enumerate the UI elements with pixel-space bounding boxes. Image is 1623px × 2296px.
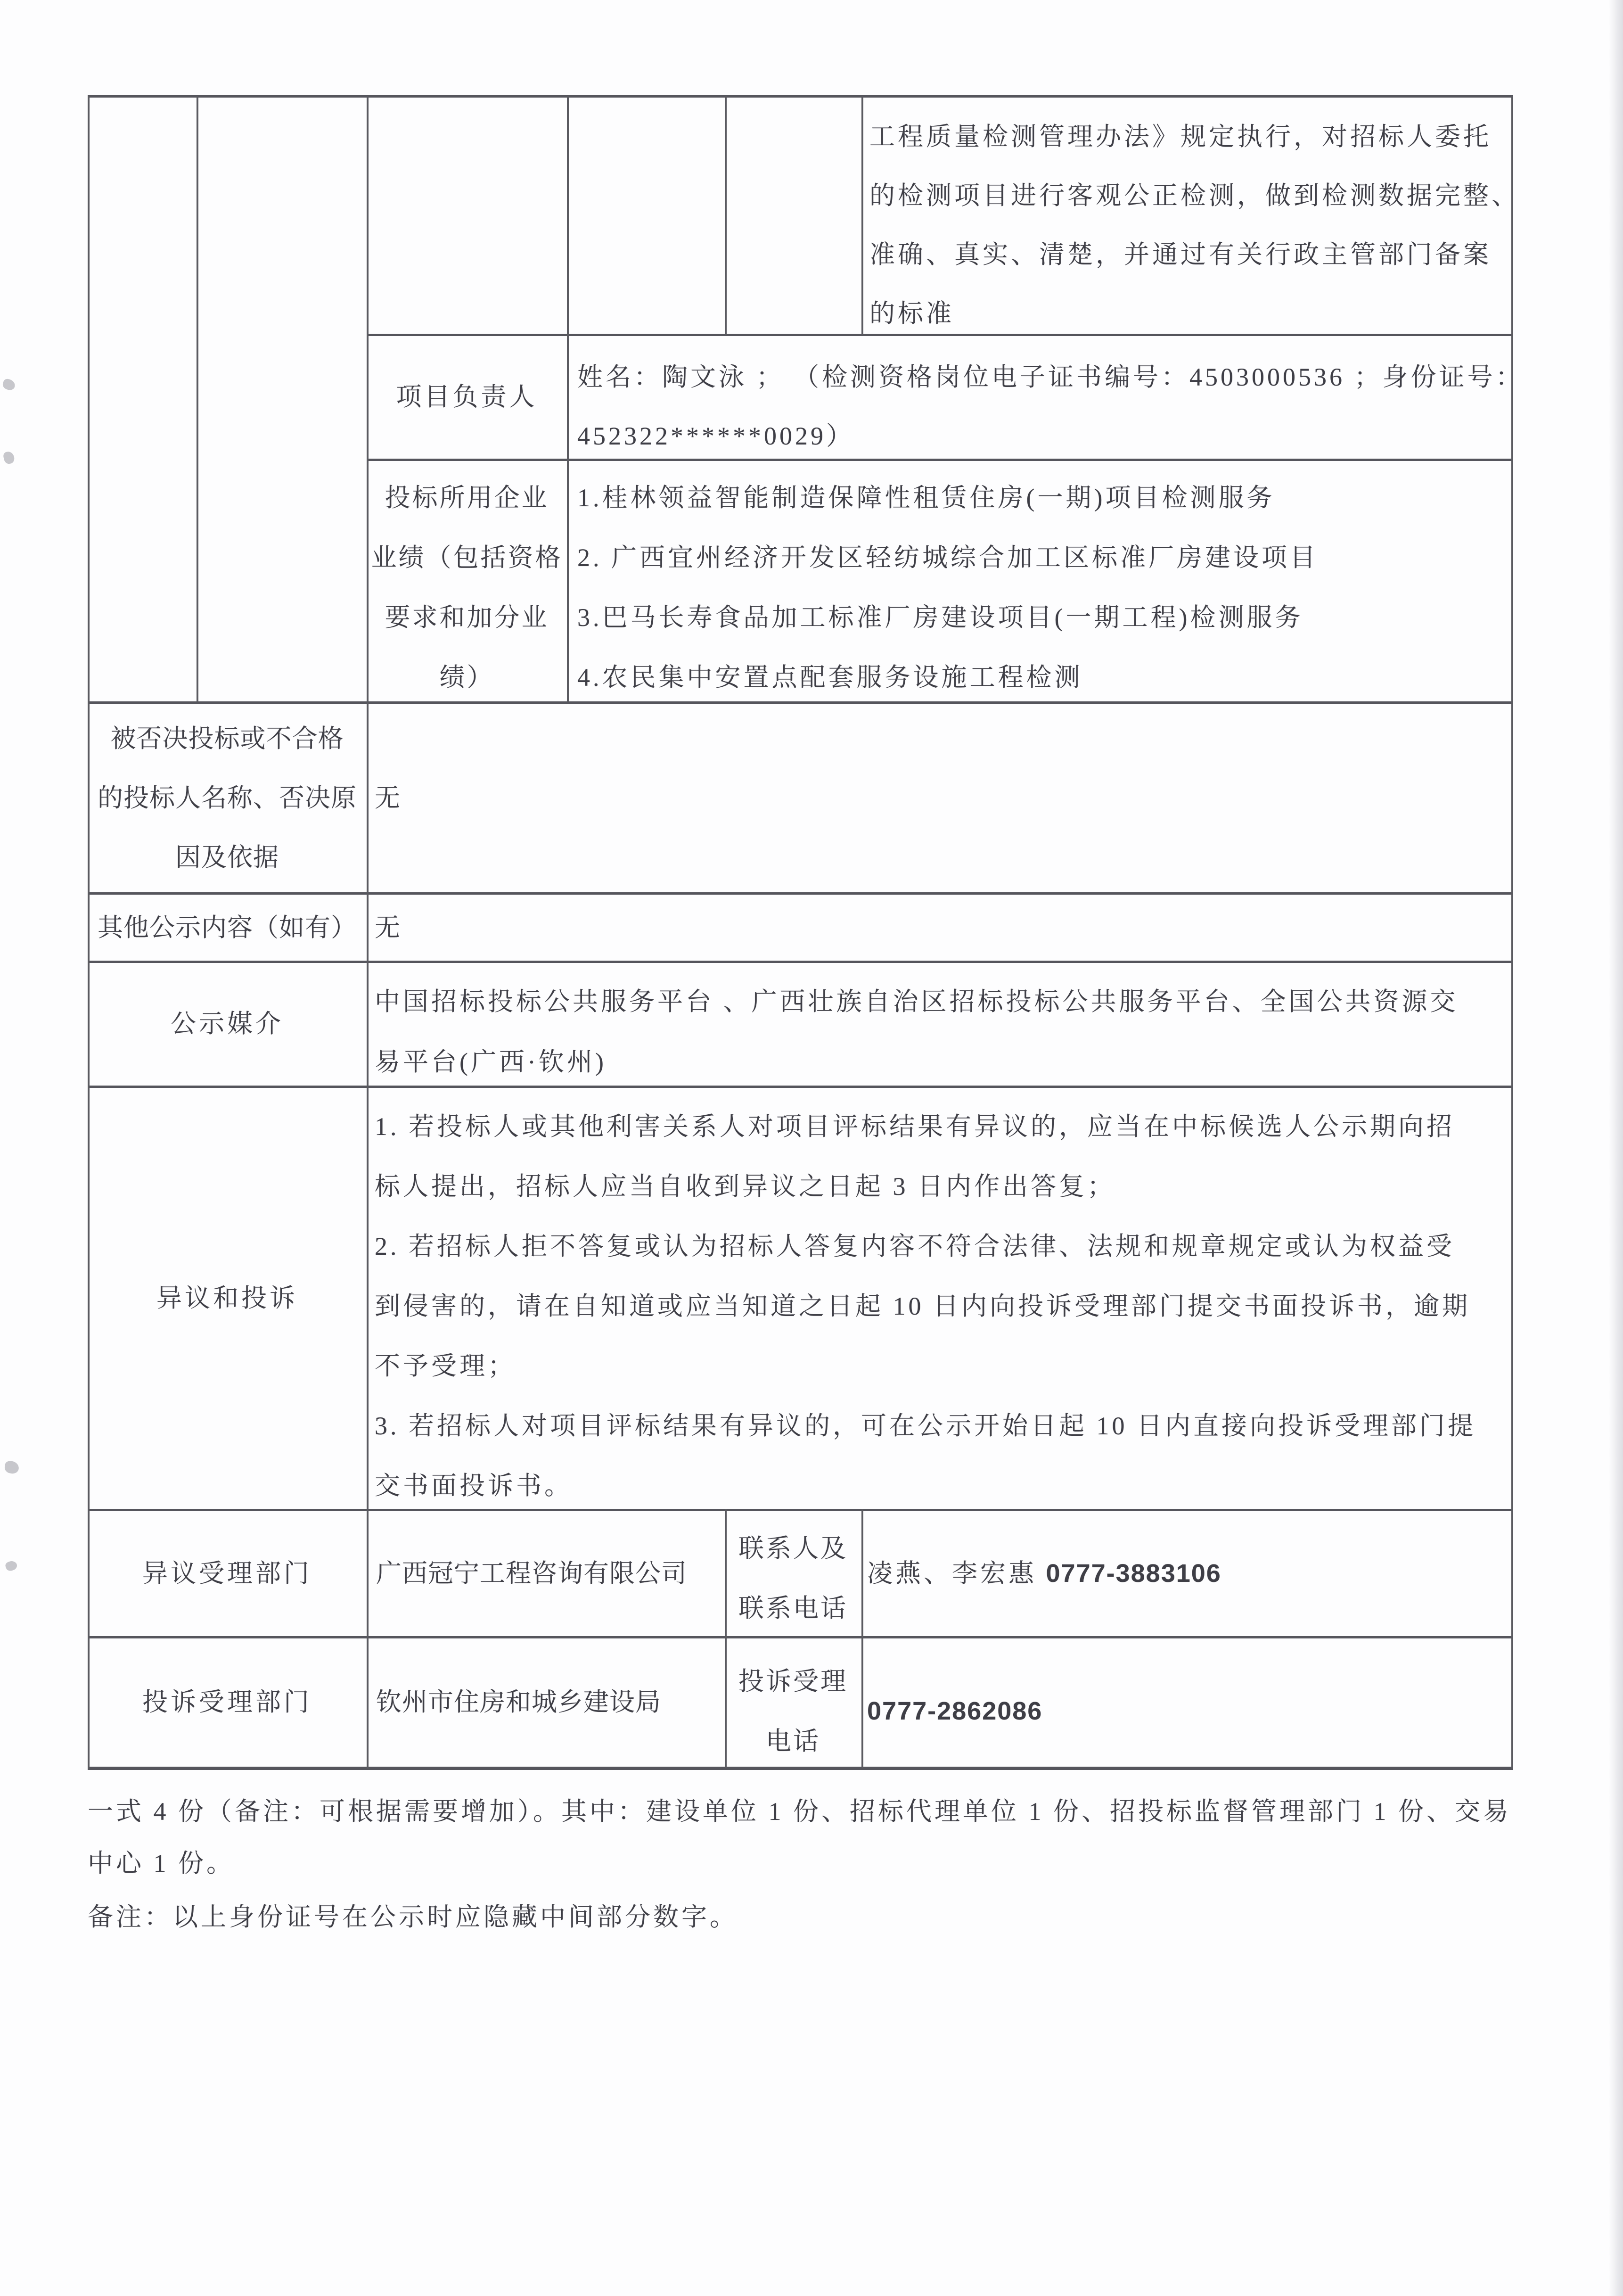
complaint-dept-label: 投诉受理部门 [142, 1688, 312, 1716]
performance-label-line: 绩） [439, 663, 494, 691]
column-line [367, 96, 369, 1769]
rejected-bidders-label-line: 的投标人名称、否决原 [98, 784, 357, 812]
row-separator [88, 1636, 1513, 1638]
performance-label-line: 要求和加分业 [385, 603, 549, 632]
row-separator [88, 961, 1513, 963]
row-separator [367, 334, 1513, 336]
row-separator [88, 1086, 1513, 1088]
complaint-dept-phone: 0777-2862086 [867, 1697, 1043, 1725]
column-line [861, 1509, 863, 1768]
table-border-top [88, 95, 1513, 98]
performance-item: 4.农民集中安置点配套服务设施工程检测 [577, 663, 1083, 691]
spec-text-line: 的标准 [869, 299, 954, 328]
objection-dept-contact-value [867, 1558, 1221, 1588]
scan-artifact [4, 1559, 18, 1572]
performance-label-line: 投标所用企业 [385, 484, 549, 512]
table-border-right [1511, 96, 1513, 1769]
complaint-dept-contact-label-line: 电话 [766, 1727, 820, 1755]
other-content-value: 无 [375, 913, 403, 942]
scan-artifact [3, 451, 16, 465]
spec-text-line: 准确、真实、清楚，并通过有关行政主管部门备案 [869, 240, 1492, 269]
column-line [861, 96, 863, 335]
row-separator [88, 1509, 1513, 1511]
objection-label: 异议和投诉 [156, 1284, 298, 1312]
rejected-bidders-value: 无 [375, 784, 403, 812]
column-line [567, 96, 569, 702]
objection-dept-contact-label-line: 联系人及 [738, 1534, 848, 1563]
page-scan-edge [1609, 0, 1623, 2296]
footer-remark: 备注：以上身份证号在公示时应隐藏中间部分数字。 [88, 1903, 738, 1931]
other-content-label: 其他公示内容（如有） [98, 913, 357, 942]
rejected-bidders-label-line: 因及依据 [175, 843, 279, 872]
media-label: 公示媒介 [171, 1010, 284, 1038]
table-border-bottom [88, 1767, 1513, 1770]
objection-dept-label: 异议受理部门 [142, 1559, 312, 1588]
copies-note-line: 一式 4 份（备注：可根据需要增加）。其中：建设单位 1 份、招标代理单位 1 份、招投标监督管理部门 1 份、交易 [88, 1797, 1511, 1826]
performance-item: 3.巴马长寿食品加工标准厂房建设项目(一期工程)检测服务 [577, 603, 1303, 632]
media-line: 易平台(广西·钦州) [375, 1048, 607, 1076]
row-separator [88, 892, 1513, 895]
complaint-dept-org: 钦州市住房和城乡建设局 [376, 1688, 661, 1716]
objection-line: 1. 若投标人或其他利害关系人对项目评标结果有异议的，应当在中标候选人公示期向招 [375, 1112, 1455, 1141]
project-leader-info-line: 452322******0029） [577, 422, 854, 450]
contact-names: 凌燕、李宏惠 [867, 1559, 1046, 1588]
rejected-bidders-label-line: 被否决投标或不合格 [110, 724, 344, 753]
project-leader-label: 项目负责人 [396, 383, 538, 411]
objection-dept-contact-label-line: 联系电话 [738, 1594, 848, 1622]
objection-line: 2. 若招标人拒不答复或认为招标人答复内容不符合法律、法规和规章规定或认为权益受 [375, 1232, 1455, 1260]
column-line [197, 96, 198, 702]
objection-line: 不予受理； [375, 1352, 516, 1380]
objection-line: 标人提出，招标人应当自收到异议之日起 3 日内作出答复； [375, 1172, 1115, 1201]
project-leader-info-line: 姓名：陶文泳 ； （检测资格岗位电子证书编号：4503000536 ；身份证号： [577, 363, 1524, 391]
complaint-dept-contact-label-line: 投诉受理 [738, 1667, 848, 1695]
performance-label-line: 业绩（包括资格 [371, 543, 563, 572]
performance-item: 2. 广西宜州经济开发区轻纺城综合加工区标准厂房建设项目 [577, 543, 1318, 572]
copies-note-line: 中心 1 份。 [88, 1849, 235, 1877]
spec-text-line: 工程质量检测管理办法》规定执行，对招标人委托 [869, 123, 1492, 151]
row-separator [88, 701, 1513, 704]
performance-item: 1.桂林领益智能制造保障性租赁住房(一期)项目检测服务 [577, 484, 1275, 512]
row-separator [367, 459, 1513, 461]
media-line: 中国招标投标公共服务平台 、广西壮族自治区招标投标公共服务平台、全国公共资源交 [375, 988, 1459, 1016]
scan-artifact [1, 378, 16, 392]
contact-phone: 0777-3883106 [1046, 1559, 1221, 1588]
column-line [725, 96, 727, 335]
objection-line: 3. 若招标人对项目评标结果有异议的，可在公示开始日起 10 日内直接向投诉受理部门提 [375, 1412, 1476, 1440]
objection-line: 交书面投诉书。 [375, 1472, 573, 1500]
spec-text-line: 的检测项目进行客观公正检测，做到检测数据完整、 [869, 181, 1520, 210]
objection-line: 到侵害的，请在自知道或应当知道之日起 10 日内向投诉受理部门提交书面投诉书，逾期 [375, 1292, 1470, 1320]
scan-artifact [4, 1460, 19, 1474]
objection-dept-org: 广西冠宁工程咨询有限公司 [376, 1559, 687, 1588]
